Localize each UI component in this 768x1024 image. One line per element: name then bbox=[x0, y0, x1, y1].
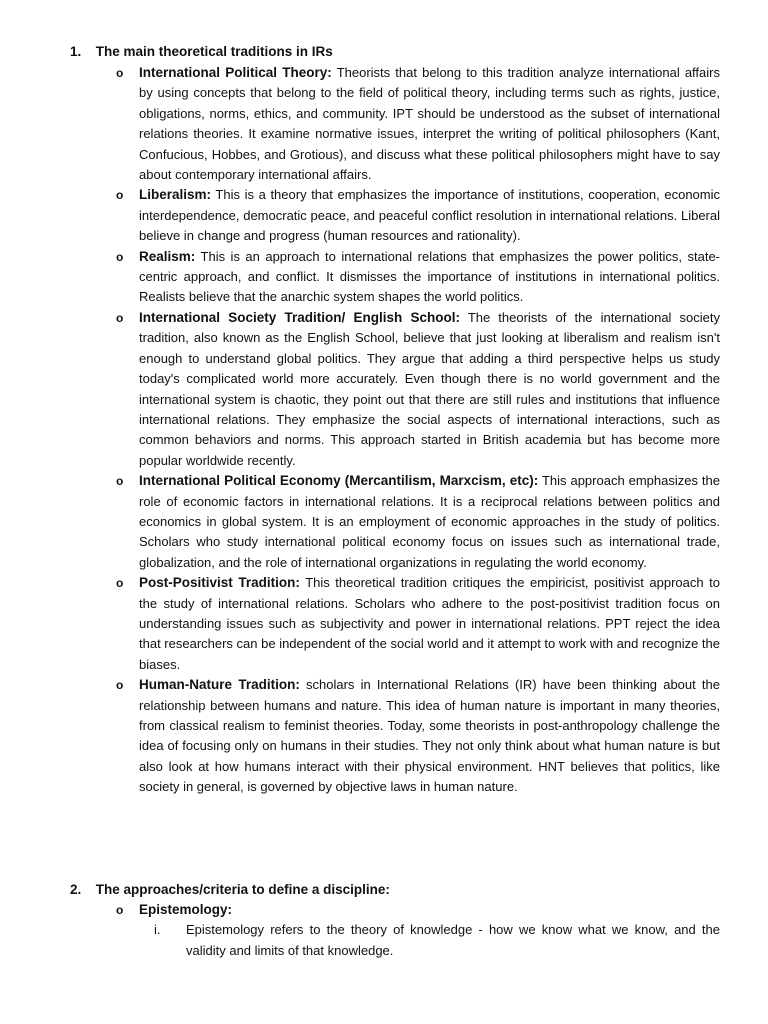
item-term: Epistemology: bbox=[139, 902, 233, 917]
item-term: Human-Nature Tradition: bbox=[139, 677, 300, 693]
section-1-heading bbox=[70, 42, 333, 62]
list-item bbox=[70, 471, 720, 573]
bullet-circle-icon: o bbox=[116, 903, 124, 917]
list-item bbox=[70, 63, 720, 185]
list-item bbox=[70, 900, 720, 920]
list-item bbox=[70, 247, 720, 308]
item-term: International Society Tradition/ English School: bbox=[139, 309, 460, 325]
item-term: International Political Theory: bbox=[139, 65, 332, 80]
list-item bbox=[70, 308, 720, 471]
section-1-number: 1. bbox=[70, 44, 82, 59]
item-text: scholars in International Relations (IR) have been thinking about the relationship between humans and nature. This idea of human nature is important in many theories, from classical realism to feminist theories. Today, some theorists in post-anthropology challenge the idea of focusing only on humans in their studies. They not only think about what human nature is but also look at how humans interact with their physical environment. HNT believes that politics, like society in general, is governed by objective laws in human nature. bbox=[139, 677, 720, 795]
item-term: Post-Positivist Tradition: bbox=[139, 575, 300, 591]
list-item bbox=[70, 675, 720, 797]
section-2-heading bbox=[70, 880, 390, 900]
item-text: This is a theory that emphasizes the importance of institutions, cooperation, economic interdependence, democratic peace, and peaceful conflict resolution in international relations. Liberal believe in change and progress (human resources and rationality). bbox=[139, 187, 720, 244]
bullet-circle-icon: o bbox=[116, 188, 124, 203]
item-text: The theorists of the international society tradition, also known as the English School, believe that just looking at liberalism and realism isn't enough to understand global politics. They argue that adding a third perspective helps us study today's complicated world more accurately. Even though there is no world government and the international system is chaotic, they point out that there are still rules and institutions that influence international relations. They emphasize the social aspects of international interactions, such as common behaviors and norms. This approach started in British academia but has become more popular worldwide recently. bbox=[139, 309, 720, 468]
bullet-circle-icon: o bbox=[116, 678, 124, 693]
bullet-circle-icon: o bbox=[116, 310, 124, 325]
section-2-number: 2. bbox=[70, 882, 82, 897]
section-1-list bbox=[70, 63, 720, 798]
bullet-circle-icon: o bbox=[116, 249, 124, 264]
roman-numeral: i. bbox=[154, 922, 161, 938]
list-item bbox=[70, 573, 720, 675]
bullet-circle-icon: o bbox=[116, 474, 124, 489]
item-text: Theorists that belong to this tradition analyze international affairs by using concepts that belong to the field of political theory, including terms such as rights, justice, obligations, norms, ethics, and community. IPT should be understood as the subset of international relations theories. It examine normative issues, interpret the writing of political philosophers (Kant, Confucious, Hobbes, and Grotious), and discuss what these political philosophers might have to say about contemporary international affairs. bbox=[139, 65, 720, 183]
sub-item-text: Epistemology refers to the theory of knowledge - how we know what we know, and the validity and limits of that knowledge. bbox=[186, 922, 720, 958]
section-1-title: The main theoretical traditions in IRs bbox=[95, 44, 333, 59]
item-text: This is an approach to international relations that emphasizes the power politics, state-centric approach, and conflict. It dismisses the importance of institutions in international politics. Realists believe that the anarchic system shapes the world politics. bbox=[139, 248, 720, 305]
item-term: Liberalism: bbox=[139, 187, 212, 203]
bullet-circle-icon: o bbox=[116, 576, 124, 591]
bullet-circle-icon: o bbox=[116, 66, 124, 80]
section-2-list bbox=[70, 900, 720, 961]
item-term: Realism: bbox=[139, 248, 196, 264]
section-2-title: The approaches/criteria to define a discipline: bbox=[95, 882, 390, 897]
item-term: International Political Economy (Mercantilism, Marxcism, etc): bbox=[139, 473, 539, 489]
item-text: This theoretical tradition critiques the empiricist, positivist approach to the study of international relations. Scholars who adhere to the post-positivist tradition focus on understanding issues such as subjectivity and power in international relations. PPT reject the idea that researchers can be independent of the social world and it attempt to work with and recognize the biases. bbox=[139, 575, 721, 672]
sub-list-item bbox=[70, 920, 720, 961]
list-item bbox=[70, 185, 720, 246]
item-text: This approach emphasizes the role of economic factors in international relations. It is a reciprocal relations between politics and economics in global system. It is an employment of economic approaches in the study of politics. Scholars who study international political economy focus on issues such as international trade, globalization, and the role of international organizations in regulating the world economy. bbox=[139, 473, 720, 570]
